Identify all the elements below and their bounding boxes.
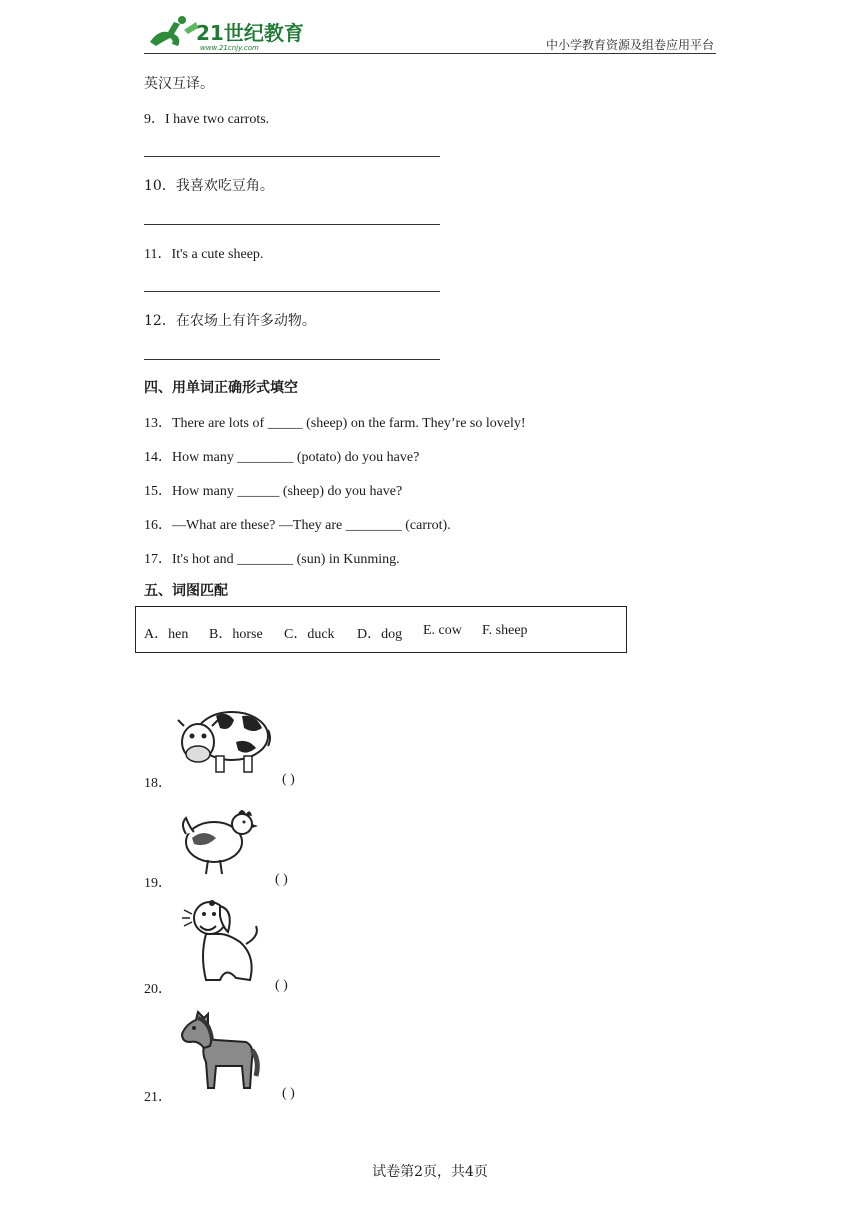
question-text: How many ________ (potato) do you have? xyxy=(172,450,420,465)
page-footer: 试卷第2页，共4页 xyxy=(372,1164,488,1180)
answer-line-11[interactable] xyxy=(144,291,440,292)
question-text: How many ______ (sheep) do you have? xyxy=(172,484,403,499)
word-options-box xyxy=(135,606,627,653)
question-18-number: 18． xyxy=(144,776,172,791)
header-divider xyxy=(144,53,716,54)
question-14 xyxy=(144,446,419,466)
question-text: There are lots of _____ (sheep) on the farm. They’re so lovely! xyxy=(172,416,526,431)
question-20-number: 20． xyxy=(144,982,172,997)
answer-line-9[interactable] xyxy=(144,156,440,157)
cow-icon xyxy=(176,702,272,783)
runner-logo-icon xyxy=(144,12,314,54)
option-b: B．horse xyxy=(209,627,263,642)
question-number: 13． xyxy=(144,416,172,431)
question-text: It's a cute sheep. xyxy=(171,247,264,262)
answer-line-12[interactable] xyxy=(144,359,440,360)
logo xyxy=(144,12,314,54)
answer-bracket-20[interactable]: ( ) xyxy=(275,978,288,993)
logo-url: www.21cnjy.com xyxy=(200,44,259,52)
question-11 xyxy=(144,243,263,263)
question-16 xyxy=(144,514,451,534)
question-number: 12． xyxy=(144,313,176,329)
question-text: I have two carrots. xyxy=(165,112,270,127)
platform-name: 中小学教育资源及组卷应用平台 xyxy=(545,38,714,52)
question-19-number: 19． xyxy=(144,876,172,891)
question-17 xyxy=(144,548,400,568)
question-number: 16． xyxy=(144,518,172,533)
option-a: A．hen xyxy=(144,627,189,642)
question-number: 9． xyxy=(144,112,165,127)
option-e: E. cow xyxy=(423,623,462,638)
answer-bracket-19[interactable]: ( ) xyxy=(275,872,288,887)
question-text: —What are these? —They are ________ (carrot). xyxy=(172,518,451,533)
dog-icon xyxy=(180,896,262,989)
question-number: 17． xyxy=(144,552,172,567)
answer-bracket-21[interactable]: ( ) xyxy=(282,1086,295,1101)
translation-instruction: 英汉互译。 xyxy=(144,76,214,92)
question-number: 10． xyxy=(144,178,176,194)
option-d: D．dog xyxy=(357,627,403,642)
question-21-number: 21． xyxy=(144,1090,172,1105)
section-4-title: 四、用单词正确形式填空 xyxy=(144,380,298,396)
question-number: 14． xyxy=(144,450,172,465)
question-15 xyxy=(144,480,402,500)
logo-text: 21世纪教育 xyxy=(196,21,304,45)
option-c: C．duck xyxy=(284,627,335,642)
question-text: 在农场上有许多动物。 xyxy=(175,313,316,329)
question-number: 11． xyxy=(144,247,172,262)
question-text: 我喜欢吃豆角。 xyxy=(175,178,274,194)
answer-bracket-18[interactable]: ( ) xyxy=(282,772,295,787)
question-number: 15． xyxy=(144,484,172,499)
question-13 xyxy=(144,412,526,432)
question-9 xyxy=(144,108,269,128)
option-f: F. sheep xyxy=(482,623,528,638)
question-text: It's hot and ________ (sun) in Kunming. xyxy=(172,552,400,567)
section-5-title: 五、词图匹配 xyxy=(144,583,228,599)
horse-icon xyxy=(176,1010,262,1099)
question-12 xyxy=(144,310,316,330)
hen-icon xyxy=(180,804,260,883)
answer-line-10[interactable] xyxy=(144,224,440,225)
question-10 xyxy=(144,175,274,195)
